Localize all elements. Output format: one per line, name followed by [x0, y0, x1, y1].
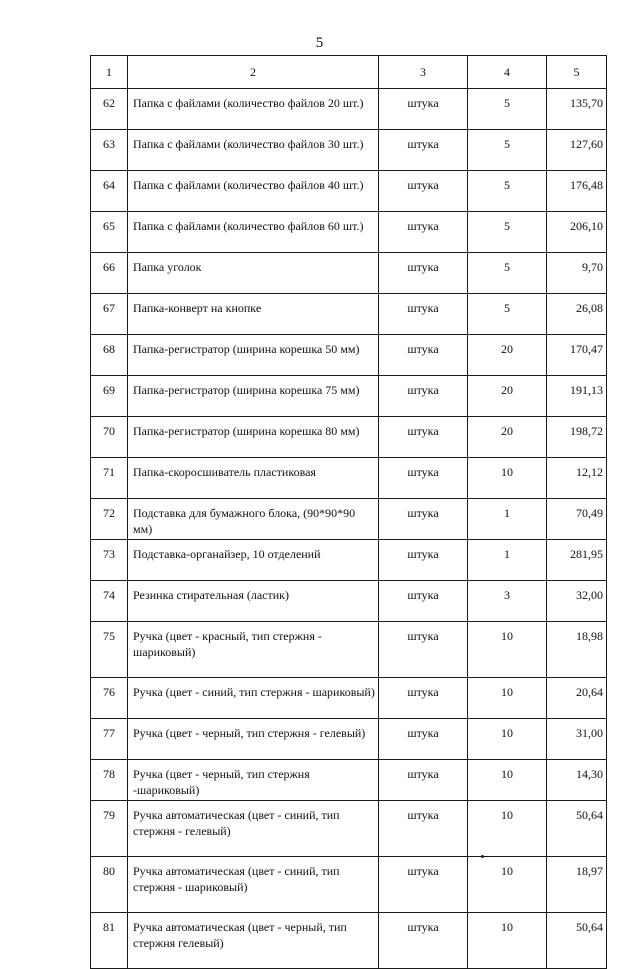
item-quantity: 10: [468, 857, 547, 913]
item-quantity: 5: [468, 171, 547, 212]
header-cell-4: 4: [468, 56, 547, 89]
item-quantity: 10: [468, 622, 547, 678]
item-unit: штука: [379, 417, 468, 458]
header-cell-5: 5: [547, 56, 607, 89]
item-quantity: 10: [468, 678, 547, 719]
row-number: 69: [91, 376, 128, 417]
table-row: [91, 417, 607, 458]
item-quantity: 5: [468, 294, 547, 335]
row-number: 70: [91, 417, 128, 458]
item-name: Папка с файлами (количество файлов 30 шт.): [128, 130, 379, 171]
row-number: 75: [91, 622, 128, 678]
item-unit: штука: [379, 581, 468, 622]
item-unit: штука: [379, 253, 468, 294]
row-number: 76: [91, 678, 128, 719]
item-name: Резинка стирательная (ластик): [128, 581, 379, 622]
item-name: Папка-регистратор (ширина корешка 75 мм): [128, 376, 379, 417]
header-cell-1: 1: [91, 56, 128, 89]
item-unit: штука: [379, 857, 468, 913]
item-quantity: 5: [468, 212, 547, 253]
header-cell-3: 3: [379, 56, 468, 89]
item-unit: штука: [379, 678, 468, 719]
item-price: 135,70: [547, 89, 607, 130]
table-row: [91, 719, 607, 760]
table-row: [91, 499, 607, 540]
item-quantity: 10: [468, 719, 547, 760]
item-name: Папка-регистратор (ширина корешка 80 мм): [128, 417, 379, 458]
item-name: Папка уголок: [128, 253, 379, 294]
row-number: 74: [91, 581, 128, 622]
item-quantity: 20: [468, 417, 547, 458]
item-name: Ручка (цвет - черный, тип стержня -шариковый): [128, 760, 379, 801]
item-unit: штука: [379, 376, 468, 417]
page-number: 5: [315, 35, 324, 51]
row-number: 77: [91, 719, 128, 760]
row-number: 62: [91, 89, 128, 130]
item-price: 206,10: [547, 212, 607, 253]
table-row: [91, 540, 607, 581]
item-price: 26,08: [547, 294, 607, 335]
row-number: 67: [91, 294, 128, 335]
item-quantity: 5: [468, 130, 547, 171]
item-unit: штука: [379, 760, 468, 801]
row-number: 71: [91, 458, 128, 499]
item-name: Папка с файлами (количество файлов 20 шт.): [128, 89, 379, 130]
item-unit: штука: [379, 801, 468, 857]
item-unit: штука: [379, 913, 468, 969]
item-price: 127,60: [547, 130, 607, 171]
table-row: [91, 622, 607, 678]
item-price: 50,64: [547, 801, 607, 857]
table-row: [91, 458, 607, 499]
item-price: 70,49: [547, 499, 607, 540]
item-name: Ручка автоматическая (цвет - черный, тип стержня гелевый): [128, 913, 379, 969]
item-price: 14,30: [547, 760, 607, 801]
item-name: Подставка-органайзер, 10 отделений: [128, 540, 379, 581]
item-name: Папка-скоросшиватель пластиковая: [128, 458, 379, 499]
scan-speck: [481, 855, 484, 858]
item-price: 12,12: [547, 458, 607, 499]
item-price: 176,48: [547, 171, 607, 212]
item-name: Подставка для бумажного блока, (90*90*90 мм): [128, 499, 379, 540]
table-row: [91, 760, 607, 801]
table-row: [91, 130, 607, 171]
item-name: Папка с файлами (количество файлов 60 шт.): [128, 212, 379, 253]
table-row: [91, 212, 607, 253]
item-quantity: 5: [468, 253, 547, 294]
header-cell-2: 2: [128, 56, 379, 89]
item-quantity: 10: [468, 760, 547, 801]
table-row: [91, 801, 607, 857]
item-unit: штука: [379, 130, 468, 171]
table-row: [91, 171, 607, 212]
item-price: 18,98: [547, 622, 607, 678]
item-quantity: 1: [468, 540, 547, 581]
row-number: 68: [91, 335, 128, 376]
item-price: 18,97: [547, 857, 607, 913]
row-number: 65: [91, 212, 128, 253]
item-name: Ручка автоматическая (цвет - синий, тип стержня - шариковый): [128, 857, 379, 913]
item-name: Папка с файлами (количество файлов 40 шт.): [128, 171, 379, 212]
row-number: 63: [91, 130, 128, 171]
item-unit: штука: [379, 89, 468, 130]
item-quantity: 5: [468, 89, 547, 130]
item-unit: штука: [379, 540, 468, 581]
item-quantity: 20: [468, 335, 547, 376]
item-price: 281,95: [547, 540, 607, 581]
item-price: 32,00: [547, 581, 607, 622]
item-price: 198,72: [547, 417, 607, 458]
row-number: 64: [91, 171, 128, 212]
item-quantity: 1: [468, 499, 547, 540]
item-unit: штука: [379, 458, 468, 499]
table-row: [91, 253, 607, 294]
row-number: 73: [91, 540, 128, 581]
item-quantity: 10: [468, 458, 547, 499]
table-row: [91, 678, 607, 719]
row-number: 78: [91, 760, 128, 801]
item-quantity: 3: [468, 581, 547, 622]
row-number: 72: [91, 499, 128, 540]
row-number: 79: [91, 801, 128, 857]
item-price: 50,64: [547, 913, 607, 969]
item-unit: штука: [379, 622, 468, 678]
item-price: 170,47: [547, 335, 607, 376]
item-name: Ручка автоматическая (цвет - синий, тип стержня - гелевый): [128, 801, 379, 857]
table-row: [91, 857, 607, 913]
item-unit: штука: [379, 212, 468, 253]
item-price: 9,70: [547, 253, 607, 294]
price-table: [90, 55, 607, 969]
item-price: 20,64: [547, 678, 607, 719]
item-quantity: 10: [468, 801, 547, 857]
row-number: 80: [91, 857, 128, 913]
item-name: Папка-регистратор (ширина корешка 50 мм): [128, 335, 379, 376]
item-name: Ручка (цвет - красный, тип стержня - шариковый): [128, 622, 379, 678]
item-price: 31,00: [547, 719, 607, 760]
item-name: Папка-конверт на кнопке: [128, 294, 379, 335]
table-row: [91, 335, 607, 376]
table-row: [91, 581, 607, 622]
item-name: Ручка (цвет - черный, тип стержня - гелевый): [128, 719, 379, 760]
table-header-row: [91, 56, 607, 89]
item-unit: штука: [379, 719, 468, 760]
item-name: Ручка (цвет - синий, тип стержня - шариковый): [128, 678, 379, 719]
item-quantity: 10: [468, 913, 547, 969]
table-row: [91, 376, 607, 417]
item-unit: штука: [379, 171, 468, 212]
table-row: [91, 89, 607, 130]
row-number: 81: [91, 913, 128, 969]
row-number: 66: [91, 253, 128, 294]
item-unit: штука: [379, 335, 468, 376]
item-quantity: 20: [468, 376, 547, 417]
item-unit: штука: [379, 294, 468, 335]
item-unit: штука: [379, 499, 468, 540]
table-row: [91, 913, 607, 969]
item-price: 191,13: [547, 376, 607, 417]
table-row: [91, 294, 607, 335]
